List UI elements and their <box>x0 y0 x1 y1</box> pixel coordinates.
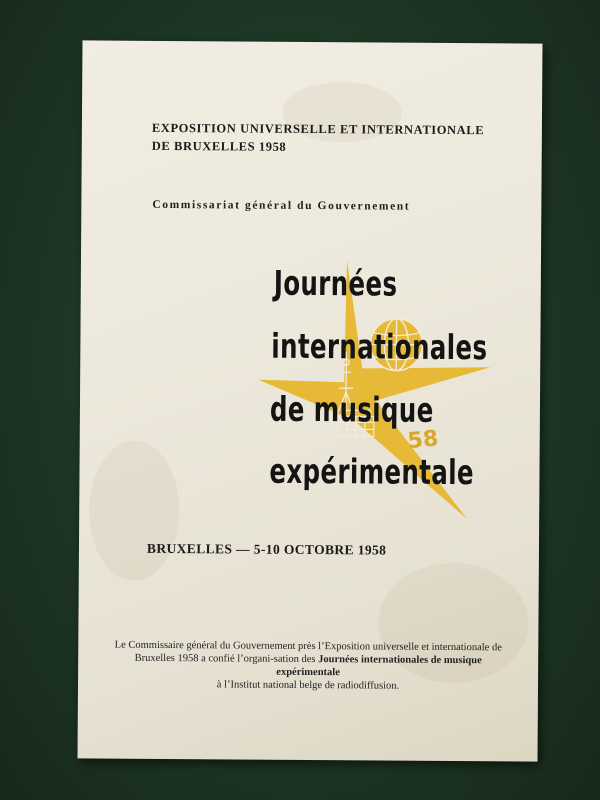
notice-text-part1: Le Commissaire général du Gouvernement près l’Exposition universelle et internationale de Bruxelles 1958 a confié l’organi-sation des <box>114 639 502 666</box>
title-line-3: de musique <box>269 389 434 431</box>
notice-text-part2: à l’Institut national belge de radiodiffusion. <box>216 679 400 692</box>
title-line-4: expérimentale <box>269 451 475 494</box>
notice-event-name: Journées internationales de musique expérimentale <box>276 654 482 679</box>
booklet-cover <box>77 40 542 761</box>
commissariat-line: Commissariat général du Gouvernement <box>152 198 411 213</box>
title-line-1: Journées <box>273 263 398 305</box>
exposition-title-line1: EXPOSITION UNIVERSELLE ET INTERNATIONALE <box>151 120 485 138</box>
exposition-title-line2: DE BRUXELLES 1958 <box>151 138 287 154</box>
paper-stain <box>89 440 180 581</box>
emblem-number-58: 58 <box>406 426 440 455</box>
event-date-line: BRUXELLES — 5-10 OCTOBRE 1958 <box>146 540 387 558</box>
organisation-notice <box>108 639 508 694</box>
title-line-2: internationales <box>271 326 488 369</box>
